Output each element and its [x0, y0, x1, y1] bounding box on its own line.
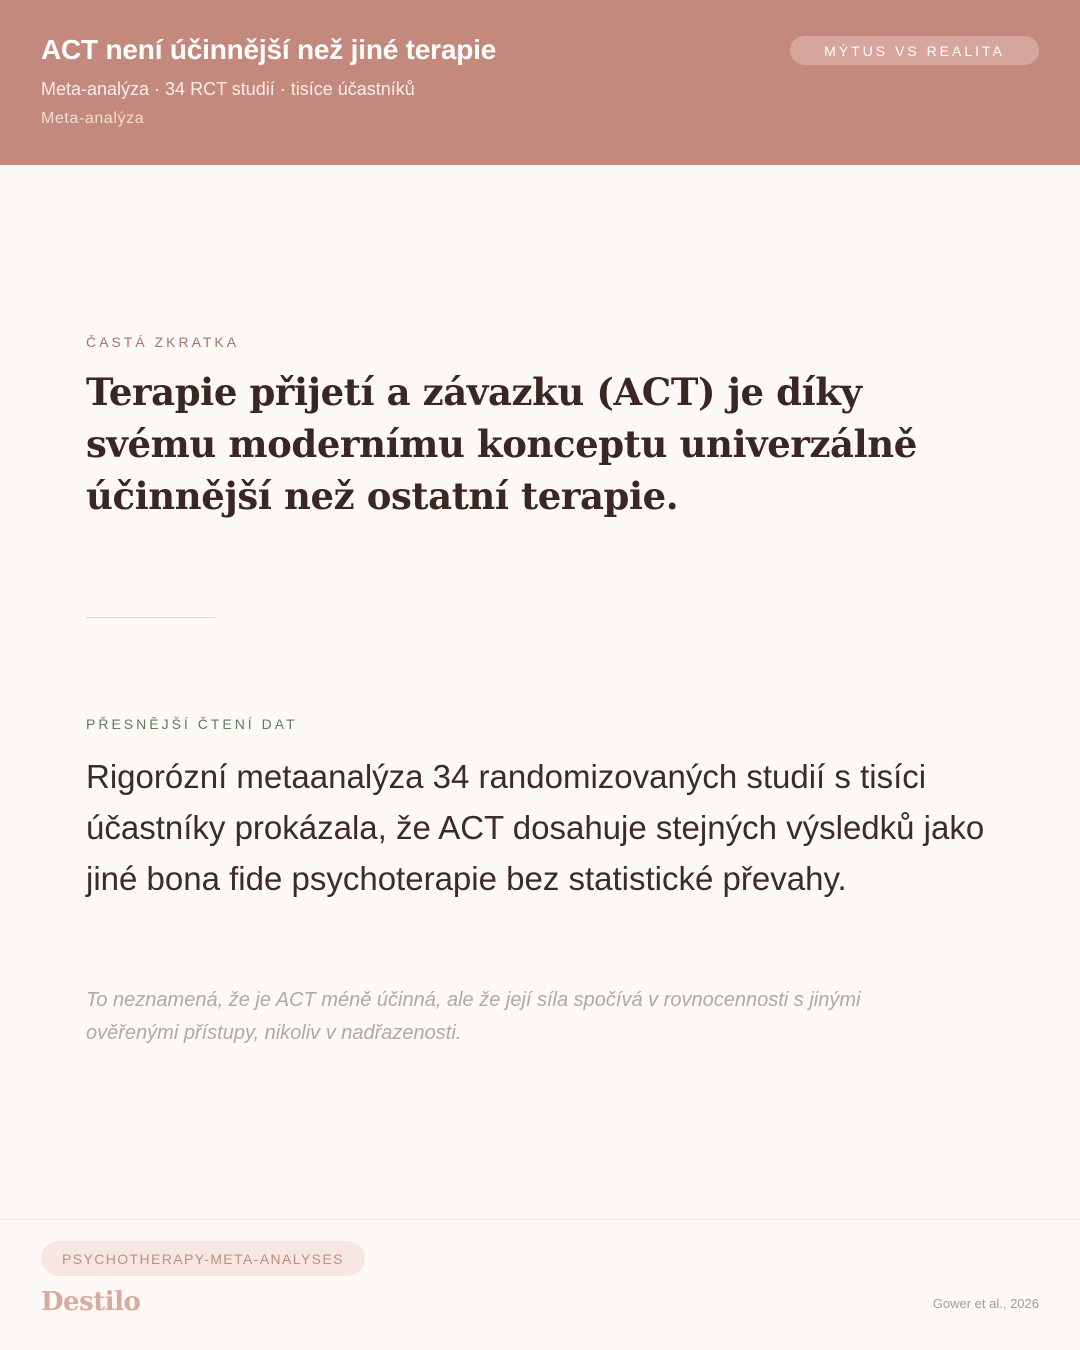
page-title: ACT není účinnější než jiné terapie — [41, 34, 497, 65]
source-citation: Gower et al., 2026 — [932, 1296, 1039, 1311]
myth-vs-reality-badge: MÝTUS VS REALITA — [790, 36, 1039, 65]
page-subtitle: Meta-analýza · 34 RCT studií · tisíce účastníků — [41, 79, 415, 99]
clarifying-note: To neznamená, že je ACT méně účinná, ale že její síla spočívá v rovnocennosti s jinými ověřenými přístupy, nikoliv v nadřazenosti. — [86, 989, 861, 1044]
fact-statement: Rigorózní metaanalýza 34 randomizovaných studií s tisíci účastníky prokázala, že ACT dosahuje stejných výsledků jako jiné bona fide psychoterapie bez statistické převahy. — [86, 758, 985, 897]
footer-divider — [0, 1219, 1080, 1220]
brand-logo: Destilo — [41, 1287, 141, 1317]
myth-statement: Terapie přijetí a závazku (ACT) je díky svému modernímu konceptu univerzálně účinnější než ostatní terapie. — [86, 370, 917, 518]
header-banner — [0, 0, 1080, 165]
section-divider — [86, 617, 215, 618]
category-tag: Meta-analýza — [41, 110, 145, 127]
topic-chip: PSYCHOTHERAPY-META-ANALYSES — [41, 1241, 365, 1276]
myth-label: ČASTÁ ZKRATKA — [86, 334, 240, 350]
fact-label: PŘESNĚJŠÍ ČTENÍ DAT — [86, 716, 298, 732]
